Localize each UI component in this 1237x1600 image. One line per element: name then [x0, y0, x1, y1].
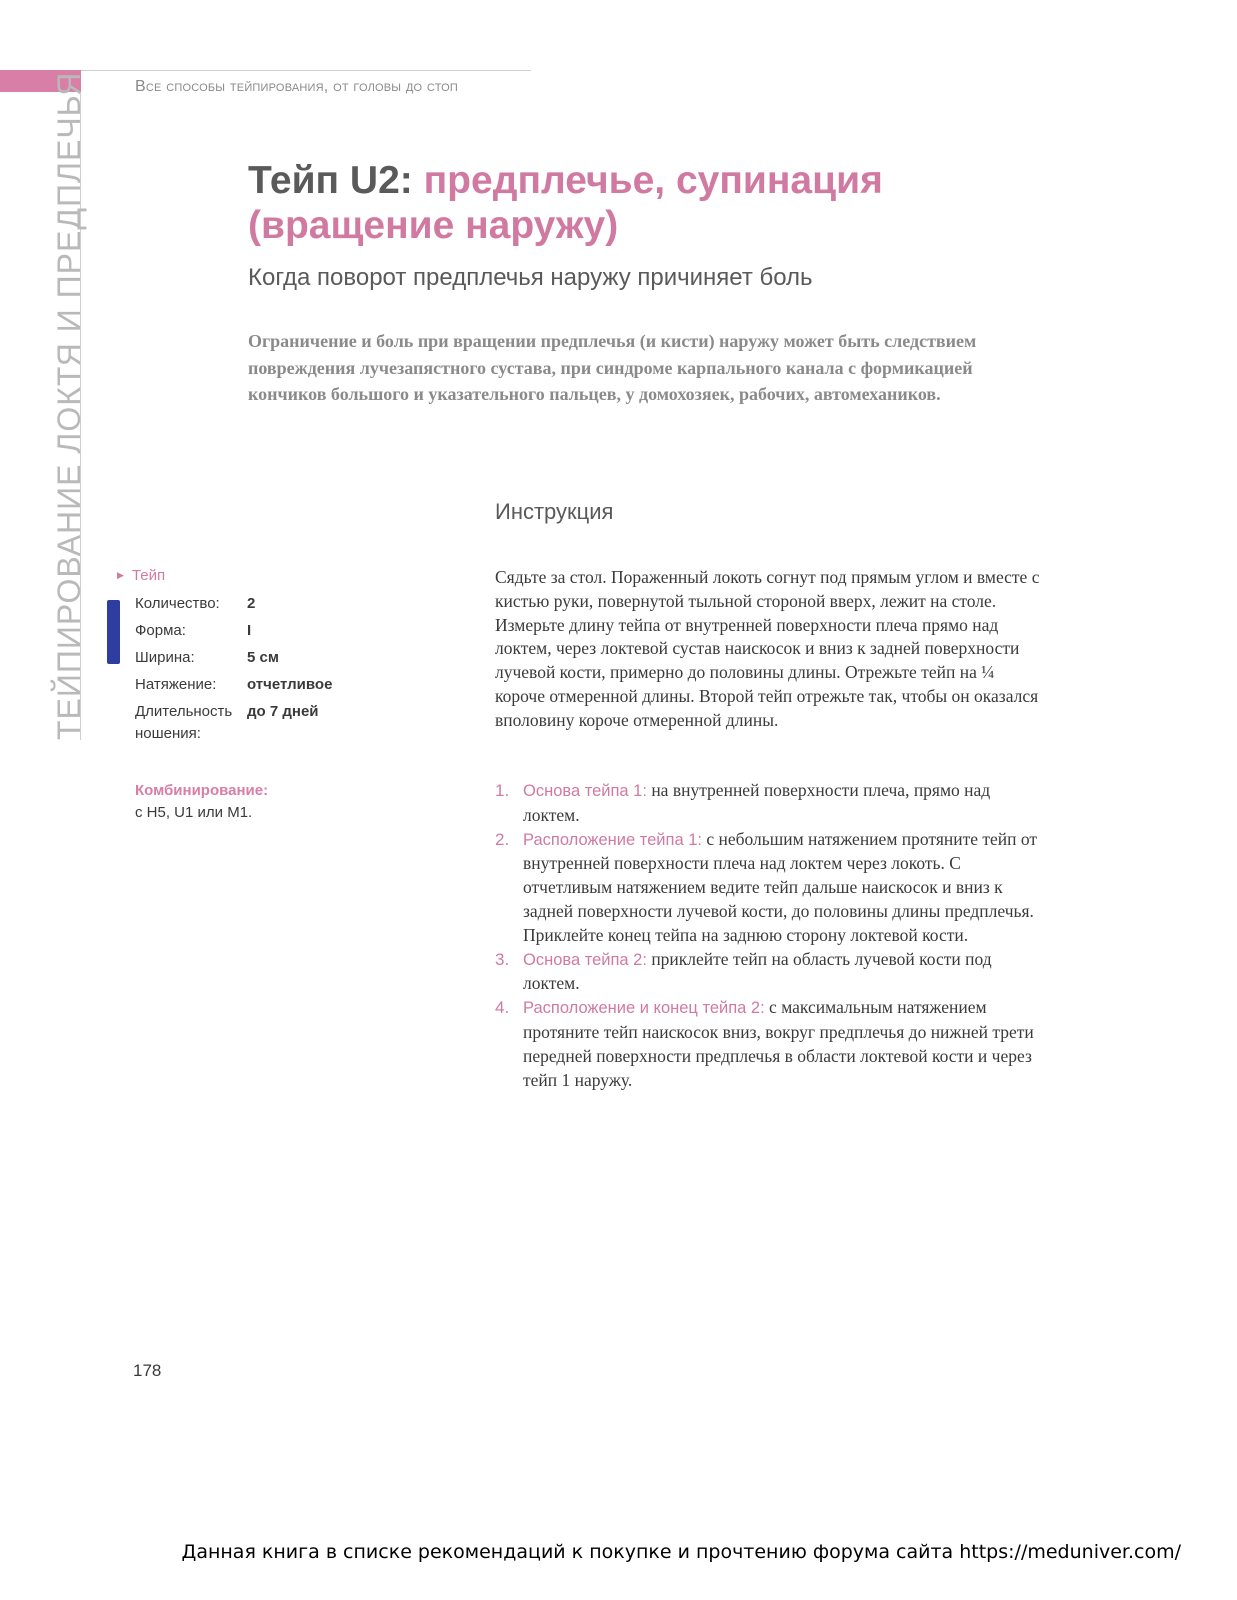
- spec-value: отчетливое: [247, 676, 333, 693]
- spec-row: [135, 674, 332, 701]
- step-lead: Основа тейпа 1:: [523, 782, 647, 800]
- spec-label: Натяжение:: [135, 676, 217, 693]
- step-item: [495, 779, 1040, 828]
- instructions-heading: Инструкция: [495, 499, 614, 524]
- step-text: на внутренней поверхности плеча, прямо над локтем.: [523, 780, 991, 825]
- spec-row: [135, 620, 332, 647]
- triangle-right-icon: ▶: [117, 570, 124, 580]
- header-rule: [81, 70, 531, 71]
- step-number: 1.: [495, 781, 510, 800]
- step-number: 4.: [495, 998, 510, 1018]
- spec-label: Форма:: [135, 622, 186, 639]
- step-number: 2.: [495, 829, 510, 849]
- step-lead: Расположение и конец тейпа 2:: [523, 999, 765, 1018]
- step-lead: Основа тейпа 2:: [523, 950, 647, 969]
- tape-heading: [117, 567, 165, 584]
- chapter-vertical-title: ТЕЙПИРОВАНИЕ ЛОКТЯ И ПРЕДПЛЕЧЬЯ: [51, 71, 87, 740]
- spec-row: [135, 647, 332, 674]
- spec-label: Количество:: [135, 595, 220, 612]
- spec-value: I: [247, 622, 252, 639]
- tape-specs: [135, 593, 332, 745]
- title-line2: (вращение наружу): [248, 204, 619, 247]
- step-text: с максимальным натяжением протяните тейп наискосок вниз, вокруг предплечья до нижней трети передней поверхности предплечья в области локтевой кости и через тейп 1 наружу.: [523, 997, 1034, 1090]
- tape-color-marker: [107, 600, 120, 664]
- page-number: 178: [133, 1361, 162, 1380]
- running-head: Все способы тейпирования, от головы до стоп: [135, 78, 458, 95]
- title-prefix: Тейп U2:: [248, 159, 413, 202]
- spec-value: 5 см: [247, 649, 279, 666]
- step-number: 3.: [495, 949, 510, 969]
- intro-paragraph: Ограничение и боль при вращении предплечья (и кисти) наружу может быть следствием повреждения лучезапястного сустава, при синдроме карпального канала с формикацией кончиков большого и указательного пальцев, у домохозяек, рабочих, автомехаников.: [248, 331, 977, 404]
- spec-label: Ширина:: [135, 649, 195, 666]
- spec-row: [135, 701, 332, 745]
- footer-note: Данная книга в списке рекомендаций к покупке и прочтению форума сайта https://meduniver.com/: [181, 1541, 1181, 1563]
- page-subtitle: Когда поворот предплечья наружу причиняет боль: [248, 264, 813, 291]
- spec-value: до 7 дней: [247, 703, 319, 720]
- instruction-steps: [495, 779, 1040, 1092]
- spec-label: Длительность ношения:: [135, 703, 233, 742]
- step-text: с небольшим натяжением протяните тейп от внутренней поверхности плеча над локтем через локоть. С отчетливым натяжением ведите тейп дальше наискосок и вниз к задней поверхности лучевой кости, до половины длины предплечья. Приклейте конец тейпа на заднюю сторону локтевой кости.: [523, 828, 1038, 945]
- step-item: [495, 996, 1040, 1092]
- step-text: приклейте тейп на область лучевой кости под локтем.: [523, 948, 992, 994]
- spec-row: [135, 593, 332, 620]
- step-lead: Расположение тейпа 1:: [523, 830, 702, 849]
- combination-value: с H5, U1 или M1.: [135, 804, 253, 821]
- step-item: [495, 828, 1040, 948]
- tape-heading-label: Тейп: [131, 567, 166, 584]
- title-line1: предплечье, супинация: [423, 159, 883, 202]
- page-title: [248, 158, 1048, 248]
- combination-heading: Комбинирование:: [135, 782, 269, 799]
- step-item: [495, 948, 1040, 997]
- instructions-body: Сядьте за стол. Пораженный локоть согнут под прямым углом и вместе с кистью руки, повернутой тыльной стороной вверх, лежит на столе. Измерьте длину тейпа от внутренней поверхности плеча прямо над локтем, через локтевой сустав наискосок и вниз к задней поверхности лучевой кости, примерно до половины длины. Отрежьте тейп на ¼ короче отмеренной длины. Второй тейп отрежьте так, чтобы он оказался вполовину короче отмеренной длины.: [495, 567, 1040, 730]
- spec-value: 2: [247, 595, 256, 612]
